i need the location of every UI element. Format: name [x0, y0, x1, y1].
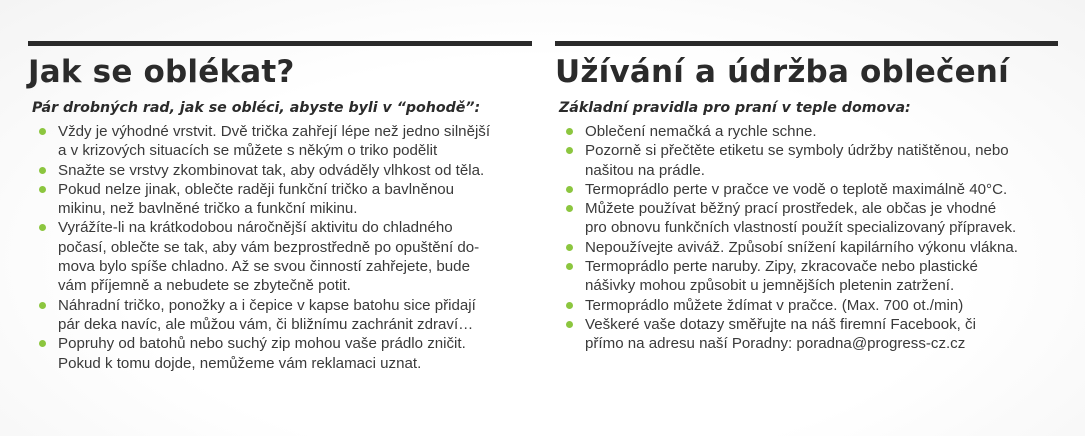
list-item — [555, 141, 1058, 180]
section-care-and-maintenance — [555, 41, 1058, 354]
list-item-text: Pokud k tomu dojde, nemůžeme vám reklamaci uznat. — [58, 354, 422, 372]
list-item-text: Termoprádlo perte naruby. Zipy, zkracovače nebo plastické — [585, 258, 978, 276]
bullet-dot-icon — [566, 186, 573, 193]
list-item-text: počasí, oblečte se tak, aby vám bezprostředně po opuštění do- — [58, 238, 480, 256]
list-item — [28, 334, 532, 373]
list-item — [555, 296, 1058, 315]
list-item-text: Snažte se vrstvy zkombinovat tak, aby odváděly vlhkost od těla. — [58, 161, 485, 179]
section-subtitle: Základní pravidla pro praní v teple domova: — [559, 100, 911, 116]
list-item — [555, 315, 1058, 354]
list-item — [28, 161, 532, 180]
rules-list — [555, 122, 1058, 354]
bullet-dot-icon — [566, 321, 573, 328]
list-item-text: Vyrážíte-li na krátkodobou náročnější aktivitu do chladného — [58, 219, 453, 237]
list-item-text: mova bylo spíše chladno. Až se svou činností zahřejete, bude — [58, 258, 470, 276]
list-item-text: pro obnovu funkčních vlastností použít specializovaný přípravek. — [585, 219, 1017, 237]
list-item-text: pár deka navíc, ale můžou vám, či bližnímu zachránit zdraví… — [58, 315, 474, 333]
list-item-text: Veškeré vaše dotazy směřujte na náš firemní Facebook, či — [585, 315, 976, 333]
bullet-dot-icon — [39, 340, 46, 347]
bullet-dot-icon — [39, 224, 46, 231]
list-item — [28, 180, 532, 219]
section-subtitle: Pár drobných rad, jak se obléci, abyste byli v “pohodě”: — [32, 100, 481, 116]
list-item-text: vám příjemně a nebudete se zbytečně potit. — [58, 277, 351, 295]
list-item — [555, 199, 1058, 238]
bullet-dot-icon — [39, 186, 46, 193]
section-how-to-dress — [28, 41, 532, 373]
list-item-text: Nepoužívejte aviváž. Způsobí snížení kapilárního výkonu vlákna. — [585, 238, 1018, 256]
list-item-text: a v krizových situacích se můžete s někým o triko podělit — [58, 142, 438, 160]
bullet-dot-icon — [566, 302, 573, 309]
bullet-dot-icon — [566, 205, 573, 212]
list-item-text: Popruhy od batohů nebo suchý zip mohou vaše prádlo zničit. — [58, 335, 466, 353]
bullet-dot-icon — [566, 244, 573, 251]
list-item-text: Termoprádlo perte v pračce ve vodě o teplotě maximálně 40°C. — [585, 180, 1008, 198]
bullet-dot-icon — [39, 302, 46, 309]
list-item — [555, 257, 1058, 296]
list-item-text: Náhradní tričko, ponožky a i čepice v kapse batohu sice přidají — [58, 296, 476, 314]
list-item — [555, 180, 1058, 199]
list-item-text: nášivky mohou způsobit u jemnějších pletenin zatržení. — [585, 277, 955, 295]
section-title: Užívání a údržba oblečení — [555, 54, 1009, 90]
list-item-text: Vždy je výhodné vrstvit. Dvě trička zahřejí lépe než jedno silnější — [58, 123, 491, 140]
tips-list — [28, 122, 532, 373]
bullet-dot-icon — [39, 167, 46, 174]
list-item — [555, 238, 1058, 257]
top-rule — [555, 41, 1058, 46]
list-item — [28, 218, 532, 295]
bullet-dot-icon — [566, 263, 573, 270]
list-item-text: Můžete používat běžný prací prostředek, ale občas je vhodné — [585, 200, 997, 218]
top-rule — [28, 41, 532, 46]
list-item-text: Pokud nelze jinak, oblečte raději funkční tričko a bavlněnou — [58, 180, 455, 198]
bullet-dot-icon — [39, 128, 46, 135]
list-item-text: Termoprádlo můžete ždímat v pračce. (Max. 700 ot./min) — [585, 296, 964, 314]
list-item — [28, 122, 532, 161]
list-item-text: přímo na adresu naší Poradny: poradna@progress-cz.cz — [585, 335, 966, 353]
list-item-text: Oblečení nemačká a rychle schne. — [585, 123, 817, 140]
section-title: Jak se oblékat? — [28, 54, 295, 90]
bullet-dot-icon — [566, 147, 573, 154]
list-item-text: našitou na prádle. — [585, 161, 705, 179]
list-item-text: Pozorně si přečtěte etiketu se symboly údržby natištěnou, nebo — [585, 142, 1009, 160]
list-item — [28, 296, 532, 335]
list-item — [555, 122, 1058, 141]
bullet-dot-icon — [566, 128, 573, 135]
list-item-text: mikinu, než bavlněné tričko a funkční mikinu. — [58, 200, 358, 218]
